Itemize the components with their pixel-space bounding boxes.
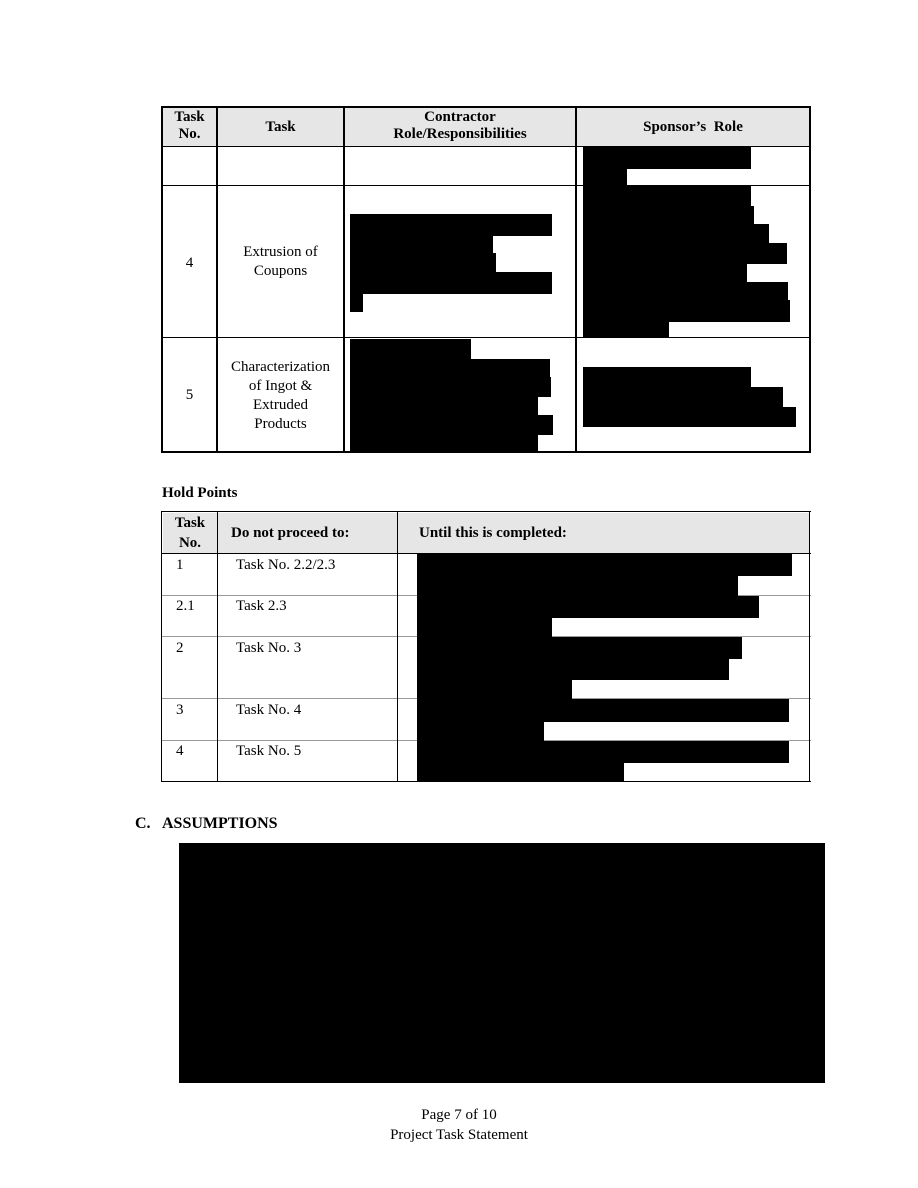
redaction	[350, 272, 552, 294]
header-task: Task	[265, 119, 296, 135]
hold-header-do-not-proceed: Do not proceed to:	[231, 525, 350, 541]
redaction	[350, 415, 553, 435]
hold-row-no: 3	[176, 702, 184, 718]
hold-row-task: Task No. 2.2/2.3	[236, 557, 336, 573]
redaction	[417, 637, 742, 659]
redaction	[583, 300, 790, 322]
redaction	[583, 407, 796, 427]
redaction	[350, 397, 538, 415]
redaction	[417, 554, 792, 576]
redaction	[417, 741, 789, 763]
redaction	[583, 186, 751, 206]
hold-row-task: Task 2.3	[236, 598, 287, 614]
redaction	[350, 435, 538, 452]
footer-title: Project Task Statement	[390, 1127, 528, 1143]
hold-row-task: Task No. 4	[236, 702, 302, 718]
redaction	[583, 282, 788, 300]
redaction	[350, 339, 471, 359]
hold-points-title: Hold Points	[162, 485, 238, 501]
redaction	[350, 236, 493, 253]
redaction	[583, 243, 787, 264]
header-task-no: Task No.	[174, 109, 205, 142]
hold-row-task: Task No. 5	[236, 743, 302, 759]
header-contractor: Contractor Role/Responsibilities	[393, 109, 527, 142]
redaction	[350, 214, 552, 236]
redaction	[350, 294, 363, 312]
redaction	[583, 322, 669, 338]
header-sponsor-role: Sponsor’s Role	[643, 119, 743, 135]
redaction	[350, 359, 550, 377]
assumptions-redaction	[179, 843, 825, 1083]
section-letter: C.	[135, 815, 151, 832]
hold-row-no: 1	[176, 557, 184, 573]
redaction	[417, 763, 624, 782]
redaction	[417, 699, 789, 722]
redaction	[350, 377, 551, 397]
hold-row-task: Task No. 3	[236, 640, 302, 656]
hold-row-no: 2	[176, 640, 184, 656]
hold-row-no: 4	[176, 743, 184, 759]
redaction	[583, 224, 769, 243]
redaction	[417, 722, 544, 741]
footer-page-number: Page 7 of 10	[421, 1107, 497, 1123]
redaction	[583, 206, 754, 224]
redaction	[583, 387, 783, 407]
redaction	[417, 576, 738, 596]
redaction	[583, 264, 747, 282]
row-task-no: 4	[185, 255, 194, 271]
redaction	[583, 367, 751, 387]
hold-header-task-no: Task No.	[174, 515, 206, 551]
redaction	[417, 659, 729, 680]
redaction	[417, 680, 572, 699]
redaction	[350, 253, 496, 272]
hold-row-no: 2.1	[176, 598, 195, 614]
section-heading: ASSUMPTIONS	[162, 815, 278, 832]
row-task-name: Extrusion of Coupons	[243, 244, 318, 279]
hold-header-until: Until this is completed:	[419, 525, 567, 541]
redaction	[417, 618, 552, 637]
redaction	[417, 596, 759, 618]
redaction	[583, 169, 627, 185]
redaction	[583, 147, 751, 169]
row-task-name: Characterization of Ingot & Extruded Products	[230, 359, 331, 432]
row-task-no: 5	[185, 387, 194, 403]
